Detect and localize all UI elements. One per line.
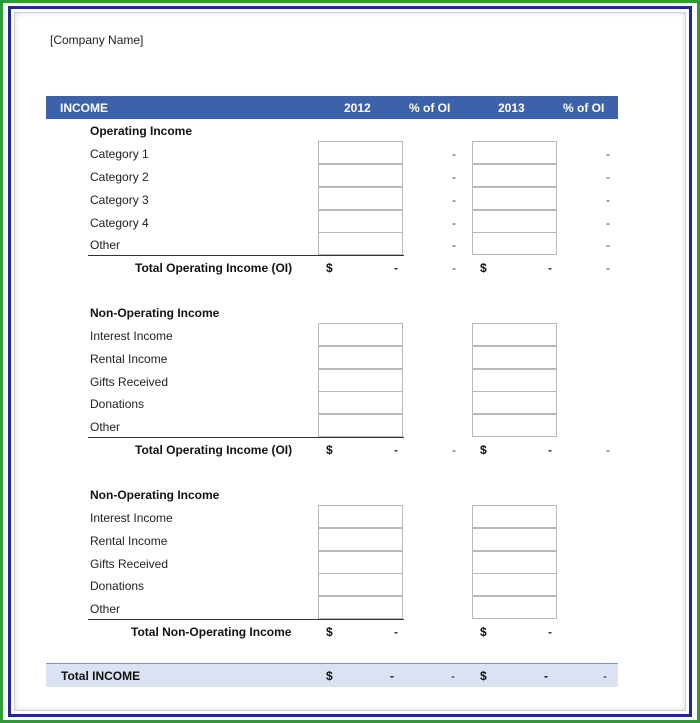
row-label: Rental Income [90,352,168,366]
grand-total-pct-2012: - [451,669,455,683]
pct-cell: - [452,216,456,230]
pct-cell: - [606,170,610,184]
section-title: Non-Operating Income [90,488,220,502]
company-name: [Company Name] [50,33,144,47]
row-label: Gifts Received [90,557,169,571]
section-title: Non-Operating Income [90,306,220,320]
grand-total-dollar: $ [480,669,487,683]
row-label: Other [90,602,121,616]
header-2013: 2013 [498,101,525,115]
input-2013-other[interactable] [472,596,557,619]
input-2012-cat4[interactable] [318,210,403,233]
row-label: Interest Income [90,511,173,525]
total-2013: - [548,261,552,275]
total-label: Total Operating Income (OI) [135,261,293,275]
total-label: Total Operating Income (OI) [135,443,293,457]
input-2012-interest[interactable] [318,505,403,528]
input-2013-donations[interactable] [472,573,557,596]
input-2012-rental[interactable] [318,346,403,369]
total-2013: - [548,625,552,639]
pct-cell: - [606,147,610,161]
input-2012-donations[interactable] [318,391,403,414]
input-2013-interest[interactable] [472,505,557,528]
header-2012: 2012 [344,101,371,115]
total-dollar: $ [326,625,333,639]
row-label: Donations [90,397,145,411]
input-2012-donations[interactable] [318,573,403,596]
row-label: Interest Income [90,329,173,343]
total-label: Total Non-Operating Income [131,625,292,639]
total-2013: - [548,443,552,457]
pct-cell: - [452,170,456,184]
total-pct-2012: - [452,261,456,275]
pct-cell: - [452,147,456,161]
input-2013-cat2[interactable] [472,164,557,187]
grand-total-label: Total INCOME [61,669,141,683]
header-pct-2012: % of OI [409,101,451,115]
total-dollar: $ [480,261,487,275]
total-dollar: $ [326,261,333,275]
pct-cell: - [452,193,456,207]
input-2013-other[interactable] [472,232,557,255]
input-2012-gifts[interactable] [318,369,403,392]
total-dollar: $ [480,625,487,639]
input-2012-rental[interactable] [318,528,403,551]
grand-total-2012: - [390,669,394,683]
income-header [46,96,618,119]
input-2013-rental[interactable] [472,346,557,369]
input-2012-interest[interactable] [318,323,403,346]
input-2012-cat2[interactable] [318,164,403,187]
grand-total-pct-2013: - [603,669,607,683]
row-label: Category 2 [90,170,149,184]
input-2012-other[interactable] [318,232,403,255]
input-2012-other[interactable] [318,414,403,437]
header-pct-2013: % of OI [563,101,605,115]
row-label: Other [90,420,121,434]
row-label: Category 3 [90,193,149,207]
row-label: Category 4 [90,216,149,230]
row-label: Category 1 [90,147,149,161]
input-2013-interest[interactable] [472,323,557,346]
grand-total-bar [46,663,618,687]
row-label: Gifts Received [90,375,169,389]
total-dollar: $ [326,443,333,457]
total-2012: - [394,443,398,457]
total-rule [88,255,404,256]
total-pct-2012: - [452,443,456,457]
header-title: INCOME [60,101,108,115]
input-2012-cat1[interactable] [318,141,403,164]
pct-cell: - [452,238,456,252]
row-label: Other [90,238,121,252]
total-2012: - [394,261,398,275]
grand-total-dollar: $ [326,669,333,683]
input-2013-donations[interactable] [472,391,557,414]
pct-cell: - [606,238,610,252]
input-2012-other[interactable] [318,596,403,619]
input-2012-gifts[interactable] [318,551,403,574]
input-2013-cat1[interactable] [472,141,557,164]
section-title: Operating Income [90,124,193,138]
input-2013-cat3[interactable] [472,187,557,210]
input-2013-gifts[interactable] [472,369,557,392]
pct-cell: - [606,193,610,207]
input-2013-other[interactable] [472,414,557,437]
total-pct-2013: - [606,443,610,457]
total-pct-2013: - [606,261,610,275]
grand-total-2013: - [544,669,548,683]
total-dollar: $ [480,443,487,457]
input-2012-cat3[interactable] [318,187,403,210]
row-label: Donations [90,579,145,593]
row-label: Rental Income [90,534,168,548]
input-2013-cat4[interactable] [472,210,557,233]
input-2013-rental[interactable] [472,528,557,551]
total-rule [88,619,404,620]
total-rule [88,437,404,438]
input-2013-gifts[interactable] [472,551,557,574]
total-2012: - [394,625,398,639]
pct-cell: - [606,216,610,230]
